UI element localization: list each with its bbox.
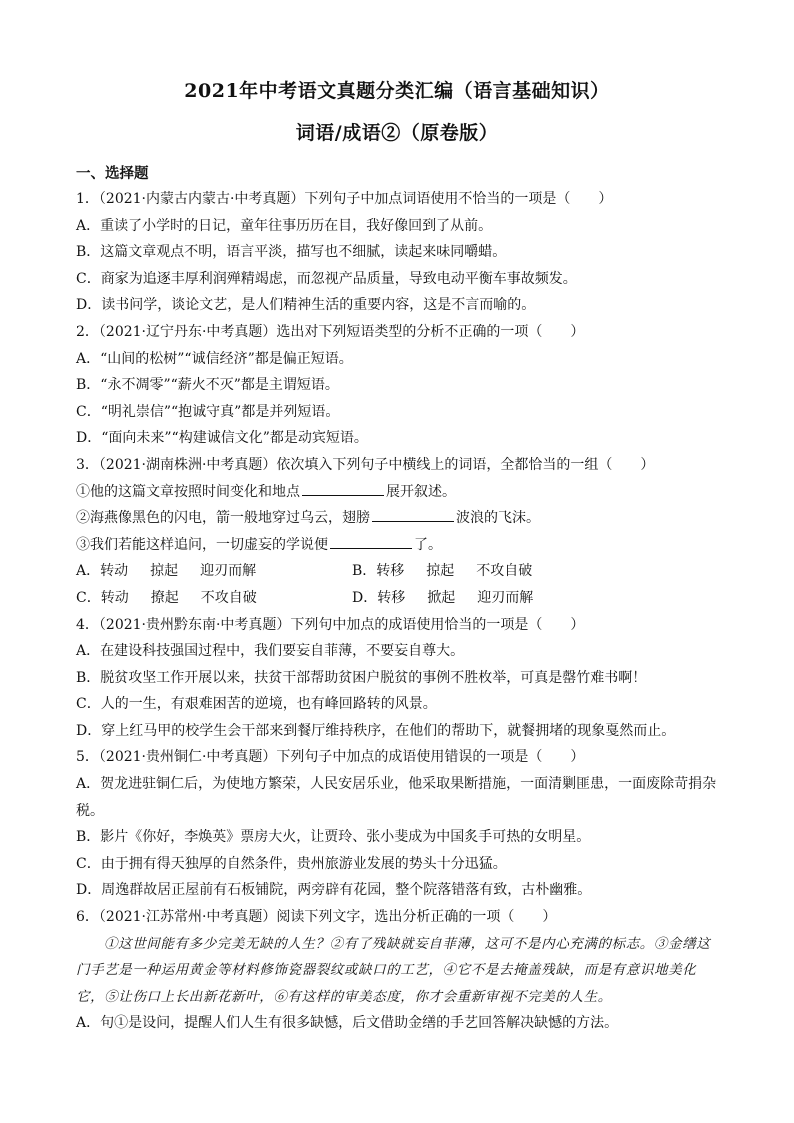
section-heading: 一、选择题: [76, 165, 149, 182]
question-3-options-ab: [76, 558, 726, 585]
question-2-option-b: B．“永不凋零”“薪火不灭”都是主谓短语。: [76, 377, 339, 394]
question-list: [76, 186, 726, 1037]
question-3-option-d: D．转移 掀起 迎刃而解: [352, 589, 534, 606]
question-5-option-a-line-2: 税。: [76, 802, 104, 819]
page-subtitle: 词语/成语②（原卷版）: [295, 122, 499, 144]
question-4-option-c: C．人的一生，有艰难困苦的逆境，也有峰回路转的风景。: [76, 696, 437, 713]
question-6-passage-line-2: 门手艺是一种运用黄金等材料修饰瓷器裂纹或缺口的工艺，④它不是去掩盖残缺，而是有意识地美化: [76, 962, 697, 979]
question-4-stem: 4．（2021·贵州黔东南·中考真题）下列句中加点的成语使用恰当的一项是（ ）: [76, 616, 585, 633]
question-6-passage-line-1: ①这世间能有多少完美无缺的人生？②有了残缺就妄自菲薄，这可不是内心充满的标志。③金缮这: [104, 935, 711, 952]
question-2-option-d: D．“面向未来”“构建诚信文化”都是动宾短语。: [76, 430, 368, 447]
question-6-stem: 6．（2021·江苏常州·中考真题）阅读下列文字，选出分析正确的一项（ ）: [76, 909, 557, 926]
question-4-option-b: B．脱贫攻坚工作开展以来，扶贫干部帮助贫困户脱贫的事例不胜枚举，可真是罄竹难书啊！: [76, 669, 647, 686]
question-1-option-a: A．重读了小学时的日记，童年往事历历在目，我好像回到了从前。: [76, 217, 493, 234]
fill-blank: [372, 507, 454, 522]
question-3-sentence-2: ②海燕像黑色的闪电，箭一般地穿过乌云，翅膀 波浪的飞沫。: [76, 505, 726, 532]
question-5-option-b: B．影片《你好，李焕英》票房大火，让贾玲、张小斐成为中国炙手可热的女明星。: [76, 829, 591, 846]
question-2-option-a: A．“山间的松树”“诚信经济”都是偏正短语。: [76, 350, 353, 367]
fill-blank: [330, 534, 412, 549]
question-3-options-cd: [76, 585, 726, 612]
question-3-sentence-3: ③我们若能这样追问，一切虚妄的学说便 了。: [76, 532, 726, 559]
question-3-stem: 3．（2021·湖南株洲·中考真题）依次填入下列句子中横线上的词语，全都恰当的一组（ ）: [76, 456, 655, 473]
question-4-option-d: D．穿上红马甲的校学生会干部来到餐厅维持秩序，在他们的帮助下，就餐拥堵的现象戛然而止。: [76, 722, 676, 739]
question-2-stem: 2．（2021·辽宁丹东·中考真题）选出对下列短语类型的分析不正确的一项（ ）: [76, 323, 585, 340]
question-1-option-d: D．读书问学，谈论文艺，是人们精神生活的重要内容，这是不言而喻的。: [76, 297, 536, 314]
question-5-option-c: C．由于拥有得天独厚的自然条件，贵州旅游业发展的势头十分迅猛。: [76, 855, 507, 872]
question-3-option-c: C．转动 撩起 不攻自破: [76, 589, 257, 606]
page-title: 2021年中考语文真题分类汇编（语言基础知识）: [184, 80, 610, 102]
fill-blank: [302, 481, 384, 496]
question-3-option-b: B．转移 掠起 不攻自破: [352, 563, 533, 580]
question-1-option-b: B．这篇文章观点不明，语言平淡，描写也不细腻，读起来味同嚼蜡。: [76, 244, 507, 261]
question-1-stem: 1．（2021·内蒙古内蒙古·中考真题）下列句子中加点词语使用不恰当的一项是（ ）: [76, 191, 613, 207]
question-6-passage-line-3: 它，⑤让伤口上长出新花新叶，⑥有这样的审美态度，你才会重新审视不完美的人生。: [76, 988, 612, 1005]
question-4-option-a: A．在建设科技强国过程中，我们要妄自菲薄，不要妄自尊大。: [76, 643, 465, 660]
question-5-stem: 5．（2021·贵州铜仁·中考真题）下列句子中加点的成语使用错误的一项是（ ）: [76, 749, 585, 766]
question-1-option-c: C．商家为追逐丰厚利润殚精竭虑，而忽视产品质量，导致电动平衡车事故频发。: [76, 270, 577, 287]
question-5-option-d: D．周逸群故居正屋前有石板铺院，两旁辟有花园，整个院落错落有致，古朴幽雅。: [76, 882, 592, 899]
question-6-option-a: A．句①是设问，提醒人们人生有很多缺憾，后文借助金缮的手艺回答解决缺憾的方法。: [76, 1015, 619, 1032]
question-2-option-c: C．“明礼崇信”“抱诚守真”都是并列短语。: [76, 403, 340, 420]
question-5-option-a-line-1: A．贺龙进驻铜仁后，为使地方繁荣，人民安居乐业，他采取果断措施，一面清剿匪患，一面废除苛捐杂: [76, 776, 717, 793]
question-3-option-a: A．转动 掠起 迎刃而解: [76, 563, 257, 580]
question-3-sentence-1: ①他的这篇文章按照时间变化和地点 展开叙述。: [76, 479, 726, 506]
